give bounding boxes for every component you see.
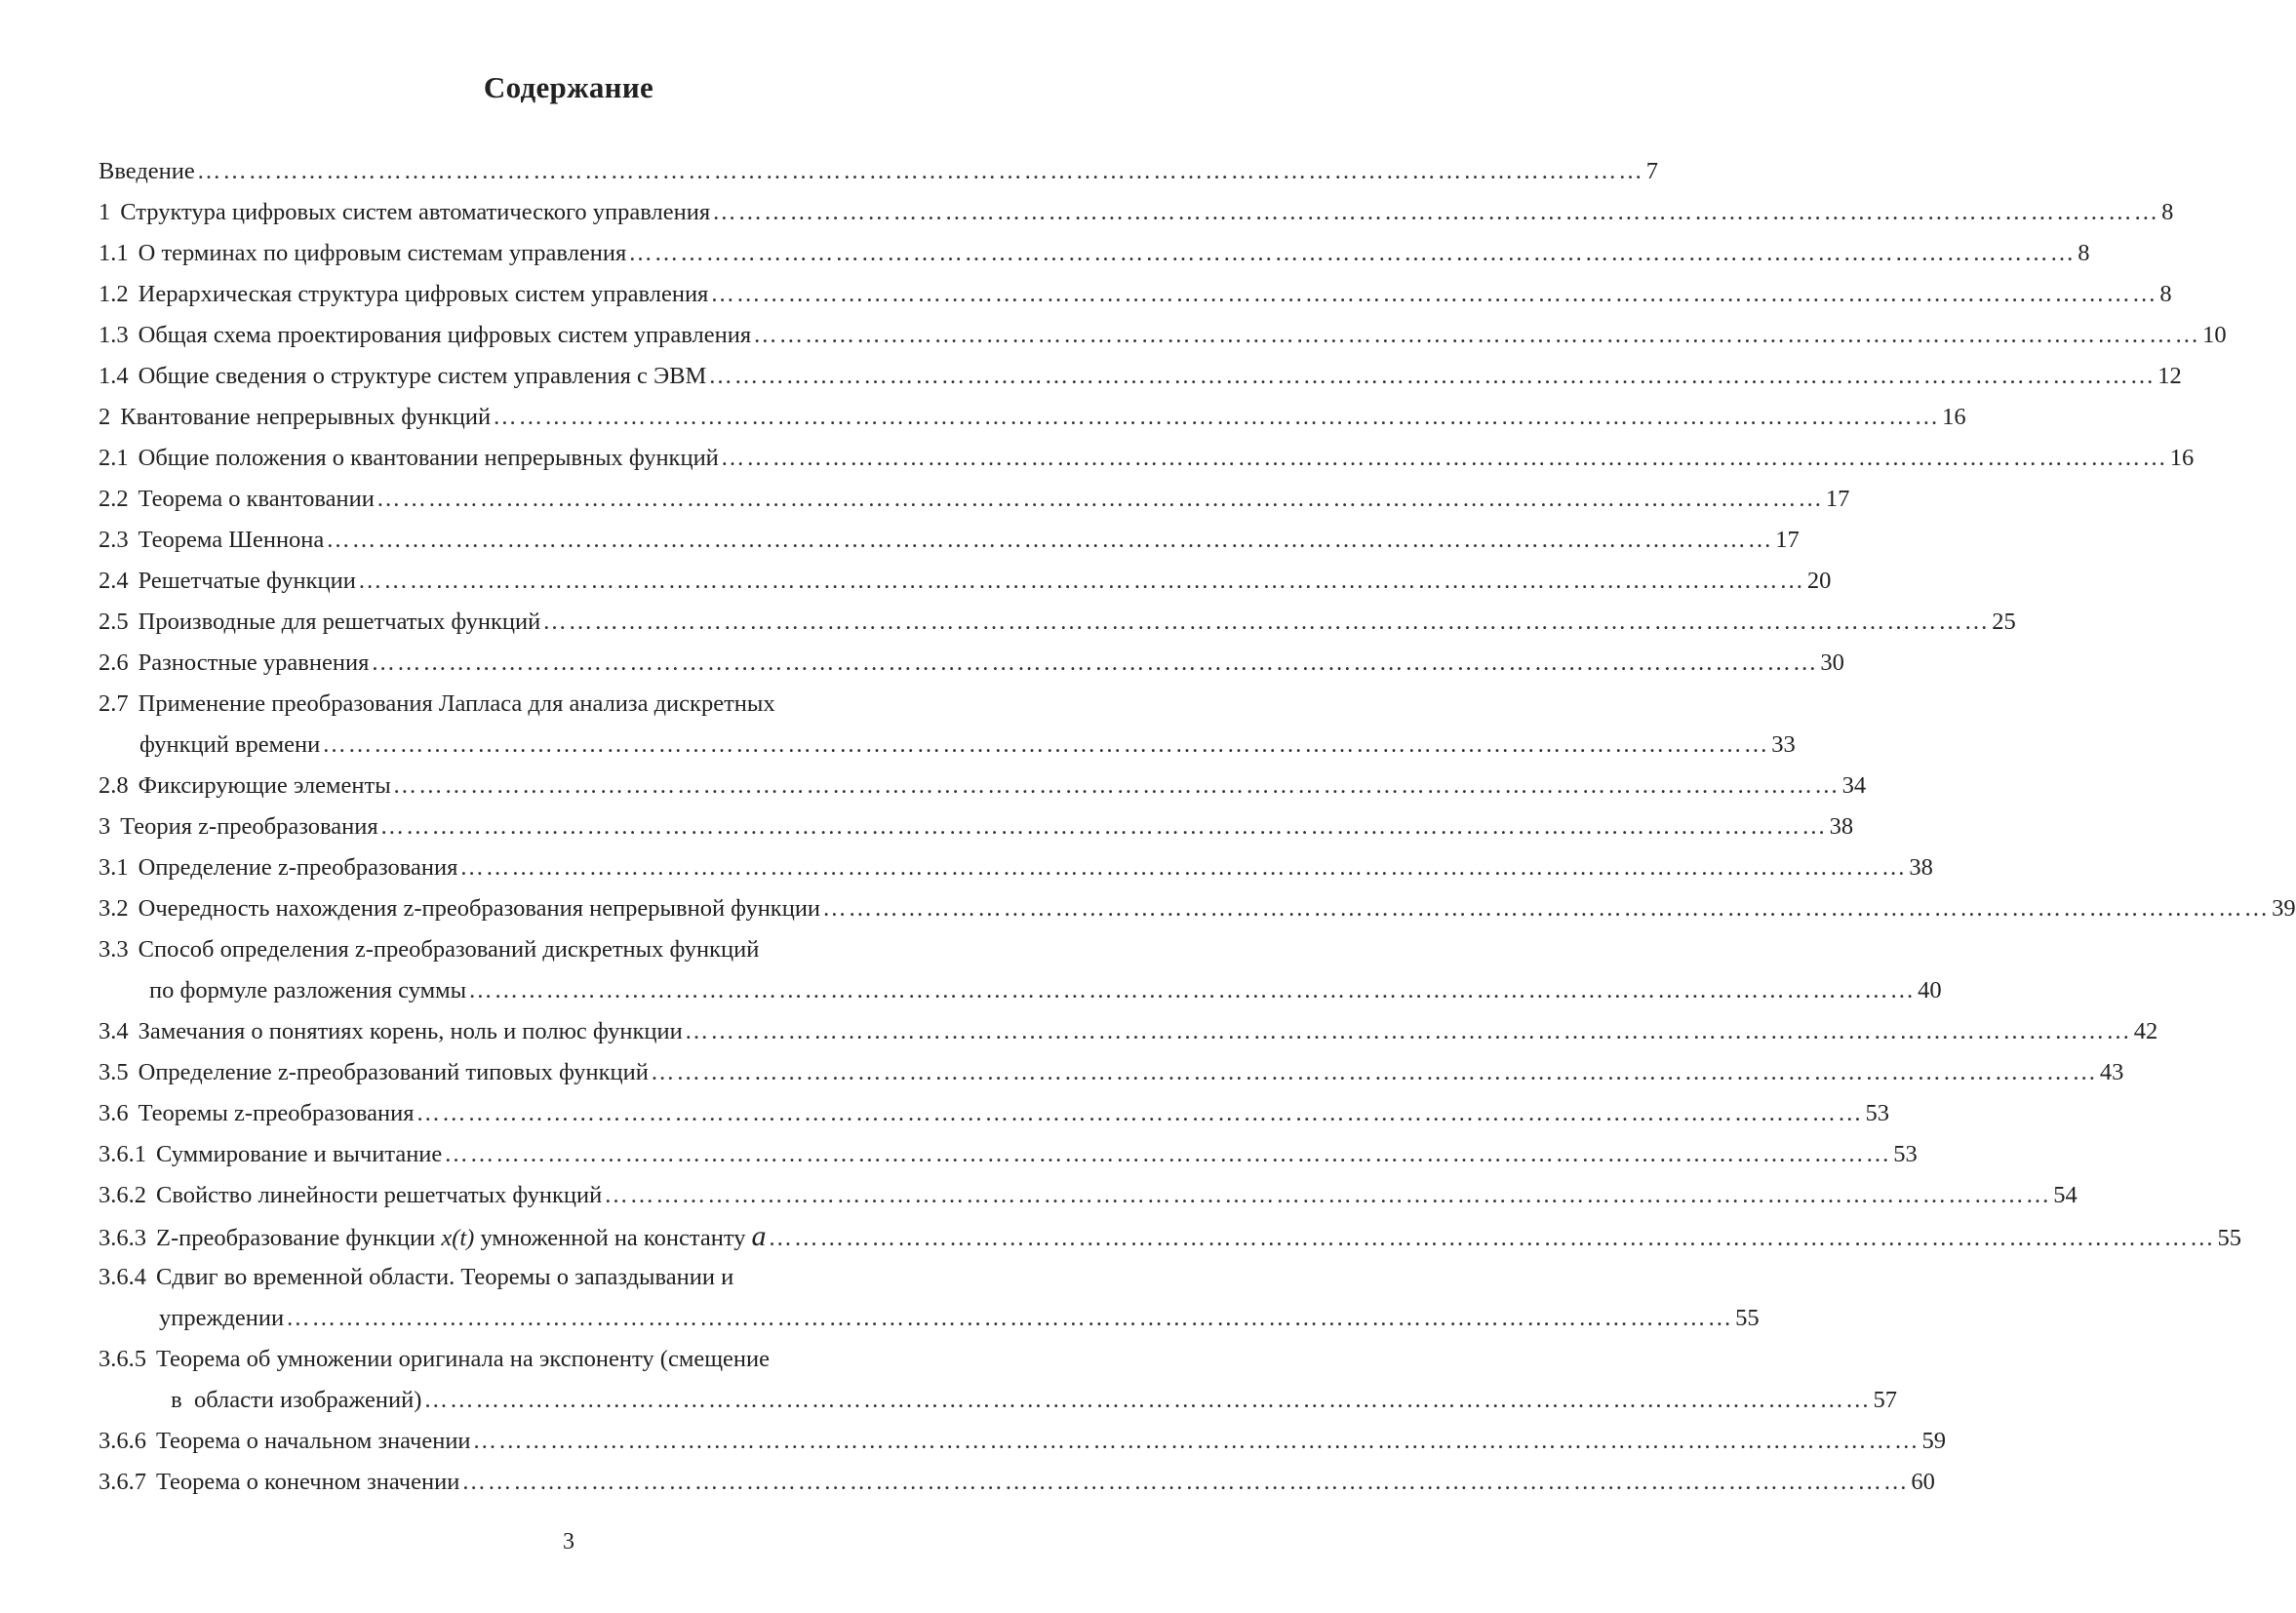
toc-entry-page: 17 bbox=[1775, 527, 1800, 553]
toc-entry-page: 54 bbox=[2053, 1182, 2078, 1208]
toc-entry-page: 60 bbox=[1911, 1469, 1935, 1495]
toc-entry bbox=[99, 438, 2195, 479]
toc-entry-number: 3 bbox=[99, 813, 111, 840]
toc-entry bbox=[99, 315, 2227, 356]
toc-entry-text: Структура цифровых систем автоматического управления bbox=[120, 199, 711, 225]
toc-entry-page: 59 bbox=[1921, 1428, 1947, 1454]
toc-entry-text: Свойство линейности решетчатых функций bbox=[156, 1182, 603, 1208]
toc-entry-number: 2.1 bbox=[99, 445, 129, 471]
toc-entry-text: в области изображений) bbox=[165, 1387, 422, 1413]
toc-entry-number: 3.1 bbox=[99, 854, 129, 881]
toc-entry-page: 17 bbox=[1825, 486, 1850, 512]
toc-entry bbox=[99, 479, 1850, 520]
leader-dots bbox=[473, 1421, 1920, 1462]
toc-entry-page: 25 bbox=[1992, 609, 2016, 635]
toc-entry bbox=[99, 888, 2296, 929]
leader-dots bbox=[461, 1462, 1909, 1503]
toc-entry-text: Введение bbox=[99, 158, 195, 184]
leader-dots bbox=[708, 356, 2156, 397]
toc-entry-page: 30 bbox=[1820, 649, 1844, 676]
math-a: a bbox=[751, 1220, 767, 1252]
toc-entry-page: 55 bbox=[2217, 1225, 2241, 1251]
toc-entry-text: Теорема о квантовании bbox=[138, 486, 375, 512]
leader-dots bbox=[423, 1380, 1871, 1421]
toc-entry-number: 2.7 bbox=[99, 690, 129, 717]
toc-entry bbox=[99, 274, 2172, 315]
toc-entry-text: Фиксирующие элементы bbox=[138, 772, 391, 799]
toc-entry bbox=[99, 1011, 2158, 1052]
toc-entry-text bbox=[156, 1216, 766, 1259]
toc-entry bbox=[99, 1052, 2124, 1093]
toc-entry-text: упреждении bbox=[159, 1305, 285, 1331]
toc-entry-continuation bbox=[99, 725, 1796, 766]
toc-entry-number: 3.6.2 bbox=[99, 1182, 146, 1208]
leader-dots bbox=[651, 1052, 2098, 1093]
toc-entry-number: 2.5 bbox=[99, 609, 129, 635]
toc-entry-page: 42 bbox=[2133, 1018, 2158, 1044]
toc-entry-page: 55 bbox=[1735, 1305, 1760, 1331]
toc-entry bbox=[99, 1216, 2241, 1257]
toc-entry bbox=[99, 520, 1800, 561]
toc-entry-text: Решетчатые функции bbox=[138, 568, 356, 594]
toc-entry bbox=[99, 1175, 2078, 1216]
toc-entry-text: Теория z-преобразования bbox=[120, 813, 378, 840]
toc-entry bbox=[99, 929, 1025, 970]
leader-dots bbox=[721, 438, 2168, 479]
toc-entry-text: Определение z-преобразования bbox=[138, 854, 458, 881]
toc-entry-number: 1 bbox=[99, 199, 111, 225]
toc-entry-text: Теорема Шеннона bbox=[138, 527, 325, 553]
toc-entry-text: Производные для решетчатых функций bbox=[138, 609, 541, 635]
toc-entry-page: 8 bbox=[2159, 281, 2172, 307]
leader-dots bbox=[286, 1298, 1733, 1339]
toc-entry-page: 53 bbox=[1865, 1100, 1889, 1126]
page-number: 3 bbox=[563, 1529, 574, 1554]
leader-dots bbox=[393, 766, 1841, 806]
leader-dots bbox=[822, 888, 2270, 929]
leader-dots bbox=[358, 561, 1805, 602]
toc-entry-page: 33 bbox=[1771, 731, 1796, 758]
toc-entry bbox=[99, 1134, 1918, 1175]
toc-entry-number: 2.8 bbox=[99, 772, 129, 799]
leader-dots bbox=[197, 151, 1644, 192]
toc-entry-text: Очередность нахождения z-преобразования непрерывной функции bbox=[138, 895, 821, 922]
toc-entry-number: 3.6.7 bbox=[99, 1469, 146, 1495]
leader-dots bbox=[628, 233, 2076, 274]
toc-entry-page: 10 bbox=[2202, 322, 2227, 348]
leader-dots bbox=[416, 1093, 1864, 1134]
leader-dots bbox=[371, 643, 1818, 684]
toc-entry-number: 3.6.5 bbox=[99, 1346, 146, 1372]
toc-entry bbox=[99, 397, 1966, 438]
leader-dots bbox=[710, 274, 2157, 315]
leader-dots bbox=[322, 725, 1769, 766]
toc-entry bbox=[99, 151, 1659, 192]
toc-entry-page: 39 bbox=[2272, 895, 2296, 922]
leader-dots bbox=[604, 1175, 2051, 1216]
toc-entry-page: 16 bbox=[2169, 445, 2195, 471]
toc-entry bbox=[99, 1339, 1025, 1380]
toc-entry-number: 1.4 bbox=[99, 363, 129, 389]
toc-entry bbox=[99, 766, 1867, 806]
toc-entry-text: Общие сведения о структуре систем управления с ЭВМ bbox=[138, 363, 707, 389]
toc-entry bbox=[99, 1093, 1889, 1134]
toc-entry-number: 3.3 bbox=[99, 936, 129, 963]
toc-entry bbox=[99, 561, 1832, 602]
toc-entry-text: Квантование непрерывных функций bbox=[120, 404, 492, 430]
toc-entry-number: 3.6.6 bbox=[99, 1428, 146, 1454]
toc-entry-number: 1.2 bbox=[99, 281, 129, 307]
toc-entry-text: Разностные уравнения bbox=[138, 649, 370, 676]
toc-entry-text: Применение преобразования Лапласа для анализа дискретных bbox=[138, 690, 775, 717]
toc-entry bbox=[99, 1421, 1947, 1462]
toc-entry-page: 38 bbox=[1909, 854, 1933, 881]
toc-entry-page: 57 bbox=[1873, 1387, 1897, 1413]
toc-entry-text: Теорема об умножении оригинала на экспоненту (смещение bbox=[156, 1346, 771, 1372]
math-x-of-t: x(t) bbox=[441, 1225, 475, 1251]
toc-entry-page: 8 bbox=[2078, 240, 2090, 266]
leader-dots bbox=[753, 315, 2200, 356]
toc-entry bbox=[99, 602, 2016, 643]
leader-dots bbox=[712, 192, 2159, 233]
toc-entry-page: 43 bbox=[2099, 1059, 2124, 1085]
table-of-contents bbox=[99, 151, 2296, 1503]
leader-dots bbox=[468, 970, 1916, 1011]
toc-entry-page: 8 bbox=[2161, 199, 2174, 225]
toc-entry bbox=[99, 847, 1933, 888]
toc-entry bbox=[99, 192, 2174, 233]
toc-entry-continuation bbox=[99, 1380, 1897, 1421]
toc-entry-page: 16 bbox=[1942, 404, 1966, 430]
toc-entry-text: Определение z-преобразований типовых функций bbox=[138, 1059, 649, 1085]
toc-entry-number: 3.6.4 bbox=[99, 1264, 146, 1290]
toc-entry-page: 53 bbox=[1893, 1141, 1918, 1167]
toc-entry-number: 2.6 bbox=[99, 649, 129, 676]
leader-dots bbox=[326, 520, 1773, 561]
page-title: Содержание bbox=[483, 70, 654, 104]
toc-entry-page: 20 bbox=[1806, 568, 1832, 594]
toc-entry-number: 3.5 bbox=[99, 1059, 129, 1085]
toc-entry-number: 3.4 bbox=[99, 1018, 129, 1044]
toc-entry-text: Суммирование и вычитание bbox=[156, 1141, 443, 1167]
toc-entry-page: 34 bbox=[1841, 772, 1867, 799]
toc-entry bbox=[99, 1257, 1025, 1298]
toc-entry-text: функций времени bbox=[139, 731, 321, 758]
toc-entry-text: О терминах по цифровым системам управления bbox=[138, 240, 627, 266]
toc-entry-text-after: умноженной на константу bbox=[480, 1225, 746, 1251]
leader-dots bbox=[380, 806, 1828, 847]
toc-entry-number: 2.3 bbox=[99, 527, 129, 553]
toc-entry-text: по формуле разложения суммы bbox=[149, 977, 467, 1003]
toc-entry-text: Иерархическая структура цифровых систем управления bbox=[138, 281, 709, 307]
toc-entry-text: Общая схема проектирования цифровых систем управления bbox=[138, 322, 752, 348]
leader-dots bbox=[493, 397, 1940, 438]
toc-entry-text: Теоремы z-преобразования bbox=[138, 1100, 415, 1126]
toc-entry-number: 3.6 bbox=[99, 1100, 129, 1126]
toc-entry bbox=[99, 356, 2182, 397]
toc-entry-number: 1.1 bbox=[99, 240, 129, 266]
toc-entry-number: 3.2 bbox=[99, 895, 129, 922]
toc-entry-page: 12 bbox=[2157, 363, 2182, 389]
toc-entry-text: Способ определения z-преобразований дискретных функций bbox=[138, 936, 760, 963]
toc-entry-text: Замечания о понятиях корень, ноль и полюс функции bbox=[138, 1018, 683, 1044]
leader-dots bbox=[376, 479, 1824, 520]
toc-entry-continuation bbox=[99, 970, 1942, 1011]
leader-dots bbox=[685, 1011, 2132, 1052]
toc-entry-text: Теорема о конечном значении bbox=[156, 1469, 460, 1495]
leader-dots bbox=[542, 602, 1990, 643]
toc-entry-page: 40 bbox=[1918, 977, 1942, 1003]
leader-dots bbox=[444, 1134, 1891, 1175]
toc-entry-number: 2.2 bbox=[99, 486, 129, 512]
toc-entry-text: Теорема о начальном значении bbox=[156, 1428, 471, 1454]
toc-entry-text-before: Z-преобразование функции bbox=[156, 1225, 436, 1251]
toc-entry-number: 1.3 bbox=[99, 322, 129, 348]
toc-entry-page: 7 bbox=[1645, 158, 1659, 184]
toc-entry bbox=[99, 233, 2090, 274]
toc-entry-text: Сдвиг во временной области. Теоремы о запаздывании и bbox=[156, 1264, 734, 1290]
toc-entry bbox=[99, 643, 1844, 684]
toc-entry-number: 3.6.1 bbox=[99, 1141, 146, 1167]
toc-entry bbox=[99, 684, 1025, 725]
leader-dots bbox=[459, 847, 1907, 888]
toc-entry-page: 38 bbox=[1829, 813, 1854, 840]
toc-entry-continuation bbox=[99, 1298, 1760, 1339]
toc-entry-number: 2 bbox=[99, 404, 111, 430]
toc-entry-number: 3.6.3 bbox=[99, 1225, 146, 1251]
toc-entry bbox=[99, 806, 1854, 847]
toc-entry bbox=[99, 1462, 1935, 1503]
toc-entry-text: Общие положения о квантовании непрерывных функций bbox=[138, 445, 719, 471]
toc-entry-number: 2.4 bbox=[99, 568, 129, 594]
leader-dots bbox=[768, 1218, 2215, 1259]
